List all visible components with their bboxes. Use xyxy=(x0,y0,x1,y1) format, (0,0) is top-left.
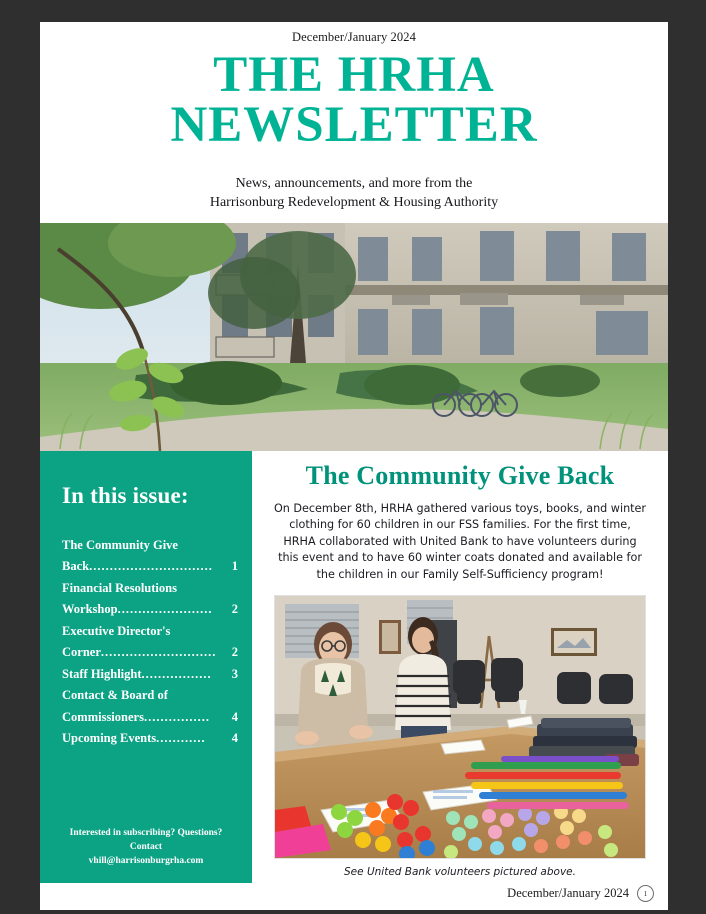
toc-dot-leader: ............ xyxy=(156,731,206,746)
photo-caption: See United Bank volunteers pictured above. xyxy=(344,865,576,878)
article-body: On December 8th, HRHA gathered various toys, books, and winter clothing for 60 children in our FSS families. For the first time, HRHA collaborated with United Bank to have volunteers during this event and to have 60 winter coats donated and available for the children in our Family Self-Sufficiency program! xyxy=(273,501,647,582)
contact-label: Contact xyxy=(129,842,163,853)
toc-label-line1: Executive Director's xyxy=(62,623,171,638)
toc-page-number: 3 xyxy=(231,666,238,681)
subscribe-contact-block xyxy=(40,826,252,869)
sidebar-heading: In this issue: xyxy=(62,482,189,508)
article-photo xyxy=(275,596,645,858)
toc-dot-leader: ................. xyxy=(141,666,212,681)
issue-date: December/January 2024 xyxy=(292,30,416,44)
page-title xyxy=(54,47,654,153)
toc-page-number: 4 xyxy=(231,709,238,724)
table-of-contents xyxy=(40,535,252,750)
toc-label-line1: Contact & Board of xyxy=(62,688,168,703)
toc-label-line1: Financial Resolutions xyxy=(62,580,177,595)
page-footer xyxy=(507,885,654,902)
contact-email[interactable]: vhill@harrisonburgrha.com xyxy=(88,856,204,867)
hero-photo xyxy=(40,223,668,451)
toc-label-line2: Commissioners xyxy=(62,709,144,724)
masthead xyxy=(40,22,668,223)
toc-item-staff-highlight[interactable] xyxy=(62,664,238,686)
toc-label-line2: Workshop xyxy=(62,602,118,617)
toc-page-number: 2 xyxy=(231,602,238,617)
toc-item-executive-directors-corner[interactable] xyxy=(62,621,238,664)
toc-page-number: 1 xyxy=(231,559,238,574)
main-article xyxy=(252,451,668,883)
toc-dot-leader: ....................... xyxy=(117,602,213,617)
hero-photo-illustration xyxy=(40,223,668,451)
toc-item-upcoming-events[interactable] xyxy=(62,728,238,750)
masthead-subtitle-line2: Harrisonburg Redevelopment & Housing Authority xyxy=(209,194,499,210)
article-title: The Community Give Back xyxy=(305,460,615,490)
toc-dot-leader: ................ xyxy=(143,709,210,724)
toc-item-financial-resolutions-workshop[interactable] xyxy=(62,578,238,621)
toc-label-line2: Upcoming Events xyxy=(62,731,157,746)
article-photo-illustration xyxy=(275,596,645,858)
toc-page-number: 4 xyxy=(231,731,238,746)
toc-dot-leader: .............................. xyxy=(89,559,213,574)
page-number-badge: 1 xyxy=(637,885,654,902)
toc-item-community-give-back[interactable] xyxy=(62,535,238,578)
sidebar xyxy=(40,451,252,883)
newsletter-page xyxy=(40,22,668,910)
toc-page-number: 2 xyxy=(231,645,238,660)
content-columns xyxy=(40,451,668,883)
toc-label-line2: Back xyxy=(62,559,90,574)
masthead-subtitle-line1: News, announcements, and more from the xyxy=(235,175,473,191)
toc-item-contact-and-board-of-commissioners[interactable] xyxy=(62,685,238,728)
masthead-subtitle xyxy=(54,175,654,213)
subscribe-prompt: Interested in subscribing? Questions? xyxy=(69,827,223,838)
masthead-title-line1: THE HRHA xyxy=(213,47,495,103)
toc-dot-leader: ............................ xyxy=(100,645,217,660)
masthead-title-line2: NEWSLETTER xyxy=(170,96,538,153)
toc-label-line2: Corner xyxy=(62,645,101,660)
toc-label-line2: Staff Highlight xyxy=(62,666,142,681)
toc-label-line1: The Community Give xyxy=(62,537,178,552)
footer-date: December/January 2024 xyxy=(507,886,629,900)
